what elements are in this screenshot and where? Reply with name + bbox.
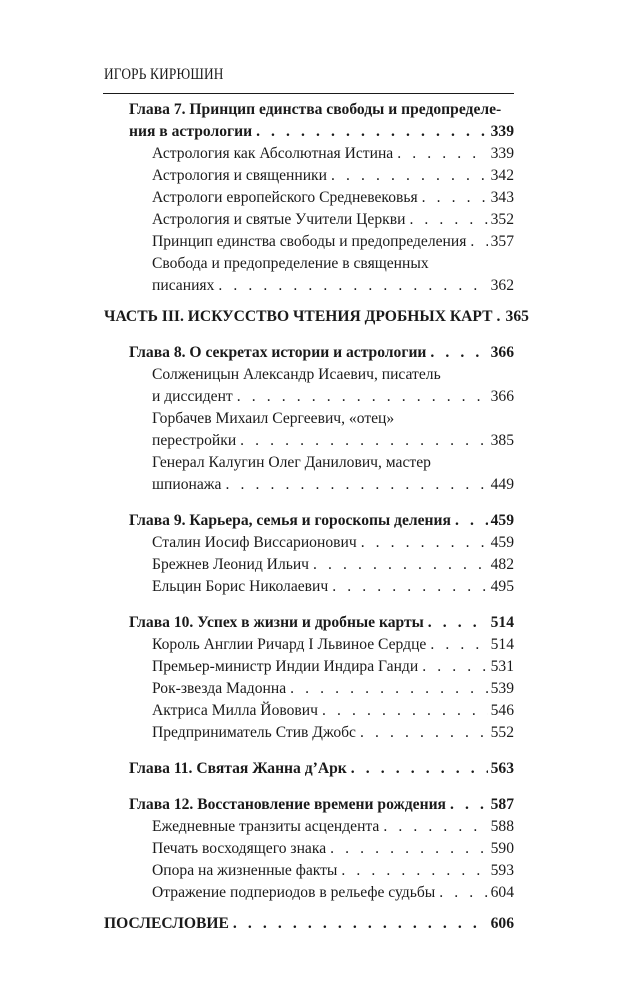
leader-dots — [221, 474, 487, 496]
toc-item-text: Брежнев Леонид Ильич — [152, 556, 310, 573]
leader-dots — [347, 758, 488, 780]
toc-part-3[interactable] — [104, 306, 529, 328]
toc-item-line2[interactable] — [104, 474, 514, 496]
leader-dots — [424, 612, 488, 634]
toc-item[interactable] — [104, 700, 514, 722]
toc-item-page: 482 — [490, 556, 514, 573]
leader-dots — [309, 554, 488, 576]
toc-item[interactable] — [104, 187, 514, 209]
toc-item-page: 449 — [490, 476, 514, 493]
toc-item-page: 552 — [490, 724, 514, 741]
leader-dots — [356, 722, 488, 744]
toc-item[interactable] — [104, 209, 514, 231]
toc-item-text: Астрологи европейского Средневековья — [152, 189, 418, 206]
leader-dots — [426, 342, 487, 364]
toc-item-page: 495 — [490, 578, 514, 595]
toc-item-page: 362 — [490, 277, 514, 294]
leader-dots — [326, 838, 487, 860]
leader-dots — [214, 275, 487, 297]
toc-chapter-7-line2[interactable] — [104, 121, 514, 143]
toc-item-text: Астрология и святые Учители Церкви — [152, 211, 406, 228]
leader-dots — [337, 860, 487, 882]
toc-item[interactable] — [104, 722, 514, 744]
toc-item-text: перестройки — [152, 432, 237, 449]
toc-item-text: Астрология как Абсолютная Истина — [152, 145, 394, 162]
toc-chapter-11-title: Глава 11. Святая Жанна д’Арк — [129, 760, 347, 777]
toc-chapter-10-page: 514 — [490, 614, 514, 631]
toc-item-page: 352 — [490, 211, 514, 228]
toc-item-text: Премьер-министр Индии Индира Ганди — [152, 658, 419, 675]
leader-dots — [393, 143, 487, 165]
toc-item[interactable] — [104, 532, 514, 554]
toc-item-page: 459 — [490, 534, 514, 551]
leader-dots — [466, 231, 487, 253]
toc-item[interactable] — [104, 656, 514, 678]
toc-item-page: 546 — [490, 702, 514, 719]
leader-dots — [435, 882, 487, 904]
leader-dots — [418, 656, 487, 678]
toc-item-text: Отражение подпериодов в рельефе судьбы — [152, 884, 436, 901]
toc-item[interactable] — [104, 816, 514, 838]
toc-chapter-7-title-l1: Глава 7. Принцип единства свободы и предопределе- — [129, 101, 502, 118]
toc-item[interactable] — [104, 554, 514, 576]
toc-chapter-8-title: Глава 8. О секретах истории и астрологии — [129, 344, 427, 361]
toc-item-page: 343 — [490, 189, 514, 206]
toc-item-text: Предприниматель Стив Джобс — [152, 724, 356, 741]
leader-dots — [252, 121, 488, 143]
toc-item-line2[interactable] — [104, 275, 514, 297]
toc-item-text: Свобода и предопределение в священных — [152, 255, 429, 272]
toc-item-text: писаниях — [152, 277, 215, 294]
toc-chapter-11-page: 563 — [490, 760, 514, 777]
toc-chapter-12-title: Глава 12. Восстановление времени рождения — [129, 796, 446, 813]
toc-item[interactable] — [104, 576, 514, 598]
leader-dots — [357, 532, 488, 554]
toc-afterword-page: 606 — [490, 915, 514, 932]
toc-afterword[interactable] — [104, 913, 514, 935]
leader-dots — [236, 430, 487, 452]
toc-item[interactable] — [104, 678, 514, 700]
toc-chapter-7-title-l2: ния в астрологии — [129, 123, 253, 140]
leader-dots — [405, 209, 487, 231]
toc-item-page: 531 — [490, 658, 514, 675]
toc-item-text: Горбачев Михаил Сергеевич, «отец» — [152, 410, 395, 427]
toc-afterword-title: ПОСЛЕСЛОВИЕ — [104, 915, 229, 932]
toc-item-text: и диссидент — [152, 388, 233, 405]
toc-item[interactable] — [104, 838, 514, 860]
toc-item-page: 593 — [490, 862, 514, 879]
leader-dots — [493, 306, 503, 328]
leader-dots — [451, 510, 488, 532]
toc-item-text: Принцип единства свободы и предопределения — [152, 233, 467, 250]
toc-item-page: 385 — [490, 432, 514, 449]
toc-item[interactable] — [104, 231, 514, 253]
leader-dots — [328, 576, 487, 598]
toc-item-text: Король Англии Ричард I Львиное Сердце — [152, 636, 427, 653]
toc-item-line1[interactable] — [104, 253, 514, 275]
toc-item[interactable] — [104, 165, 514, 187]
leader-dots — [286, 678, 487, 700]
running-header-author: ИГОРЬ КИРЮШИН — [104, 66, 224, 83]
toc-chapter-11[interactable] — [104, 758, 514, 780]
toc-item-text: шпионажа — [152, 476, 222, 493]
toc-chapter-9-page: 459 — [490, 512, 514, 529]
leader-dots — [318, 700, 488, 722]
toc-item-page: 604 — [490, 884, 514, 901]
toc-item-page: 588 — [490, 818, 514, 835]
leader-dots — [229, 913, 488, 935]
toc-chapter-8[interactable] — [104, 342, 514, 364]
toc-item-text: Астрология и священники — [152, 167, 327, 184]
toc-item-line1[interactable] — [104, 452, 514, 474]
toc-item-text: Генерал Калугин Олег Данилович, мастер — [152, 454, 431, 471]
toc-item-text: Актриса Милла Йовович — [152, 702, 318, 719]
toc-part-3-title: ЧАСТЬ III. ИСКУССТВО ЧТЕНИЯ ДРОБНЫХ КАРТ — [104, 308, 493, 325]
toc-item-line2[interactable] — [104, 430, 514, 452]
toc-item-text: Солженицын Александр Исаевич, писатель — [152, 366, 441, 383]
toc-item-page: 366 — [490, 388, 514, 405]
toc-chapter-8-page: 366 — [490, 344, 514, 361]
toc-item-page: 342 — [490, 167, 514, 184]
toc-item[interactable] — [104, 860, 514, 882]
toc-chapter-7-page: 339 — [490, 123, 514, 140]
toc-item-text: Сталин Иосиф Виссарионович — [152, 534, 357, 551]
toc-chapter-7-line1[interactable] — [104, 99, 514, 121]
leader-dots — [379, 816, 487, 838]
toc-part-3-page: 365 — [505, 308, 529, 325]
leader-dots — [327, 165, 488, 187]
leader-dots — [446, 794, 488, 816]
toc-chapter-10-title: Глава 10. Успех в жизни и дробные карты — [129, 614, 424, 631]
toc-item[interactable] — [104, 882, 514, 904]
toc-item-page: 357 — [490, 233, 514, 250]
toc-item-text: Печать восходящего знака — [152, 840, 327, 857]
toc-item-page: 590 — [490, 840, 514, 857]
table-of-contents — [104, 99, 529, 935]
toc-item[interactable] — [104, 634, 514, 656]
toc-item-line1[interactable] — [104, 408, 514, 430]
leader-dots — [426, 634, 487, 656]
toc-chapter-9-title: Глава 9. Карьера, семья и гороскопы деления — [129, 512, 451, 529]
header-rule — [103, 93, 514, 94]
toc-chapter-9[interactable] — [104, 510, 514, 532]
leader-dots — [418, 187, 488, 209]
toc-chapter-12[interactable] — [104, 794, 514, 816]
toc-chapter-10[interactable] — [104, 612, 514, 634]
leader-dots — [233, 386, 488, 408]
toc-chapter-12-page: 587 — [490, 796, 514, 813]
toc-item-text: Рок-звезда Мадонна — [152, 680, 287, 697]
toc-item-text: Опора на жизненные факты — [152, 862, 338, 879]
toc-item-text: Ельцин Борис Николаевич — [152, 578, 329, 595]
toc-item-text: Ежедневные транзиты асцендента — [152, 818, 380, 835]
toc-item-line2[interactable] — [104, 386, 514, 408]
toc-item[interactable] — [104, 143, 514, 165]
toc-item-page: 514 — [490, 636, 514, 653]
toc-item-line1[interactable] — [104, 364, 514, 386]
toc-item-page: 539 — [490, 680, 514, 697]
toc-item-page: 339 — [490, 145, 514, 162]
